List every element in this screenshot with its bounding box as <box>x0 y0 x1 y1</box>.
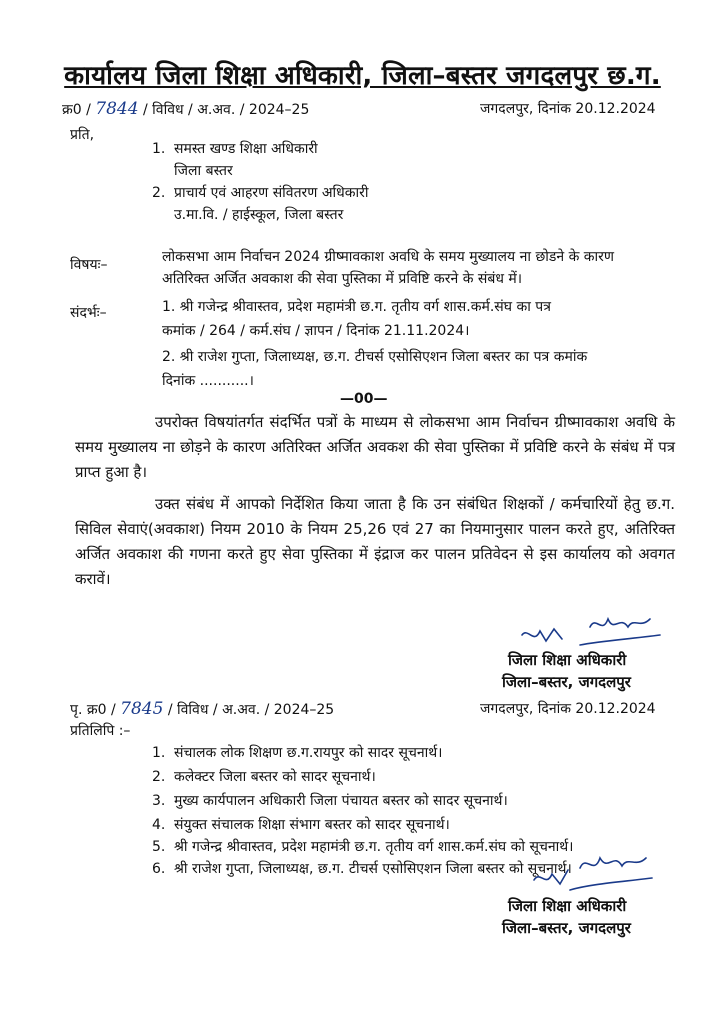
signature-1 <box>510 605 670 655</box>
signatory-title-2: जिला शिक्षा अधिकारी <box>508 897 627 915</box>
copy-item-4: 4. संयुक्त संचालक शिक्षा संभाग बस्तर को सादर सूचनार्थ। <box>152 817 450 833</box>
signatory-place-2: जिला–बस्तर, जगदलपुर <box>502 919 631 937</box>
recipient-1: 1. समस्त खण्ड शिक्षा अधिकारी <box>152 141 318 157</box>
reference-2-line-2: दिनांक ...........। <box>162 373 254 389</box>
reference-1-line-2: कमांक / 264 / कर्म.संघ / ज्ञापन / दिनांक 21.11.2024। <box>162 323 470 339</box>
copy-ref-number: 7845 <box>120 699 164 719</box>
signature-2 <box>520 840 660 896</box>
copy-label: प्रतिलिपि :– <box>70 723 131 739</box>
letter-ref-suffix: / विविध / अ.अव. / 2024–25 <box>143 102 310 118</box>
signatory-place-1: जिला–बस्तर, जगदलपुर <box>502 673 631 691</box>
recipient-2-line2: उ.मा.वि. / हाईस्कूल, जिला बस्तर <box>174 207 344 223</box>
recipient-2: 2. प्राचार्य एवं आहरण संवितरण अधिकारी <box>152 185 369 201</box>
copy-ref-suffix: / विविध / अ.अव. / 2024–25 <box>167 702 335 718</box>
reference-label: संदर्भः– <box>70 305 107 321</box>
separator: —00— <box>340 391 388 407</box>
letter-ref-number: 7844 <box>95 99 139 119</box>
letter-ref-line <box>62 100 309 119</box>
letter-place-date: जगदलपुर, दिनांक 20.12.2024 <box>480 101 656 117</box>
copy-ref-line <box>70 700 334 719</box>
copy-item-1: 1. संचालक लोक शिक्षण छ.ग.रायपुर को सादर सूचनार्थ। <box>152 745 443 761</box>
copy-ref-prefix: पृ. क्र0 / <box>70 702 116 718</box>
to-label: प्रति, <box>70 127 95 143</box>
body-paragraph-1: उपरोक्त विषयांतर्गत संदर्भित पत्रों के माध्यम से लोकसभा आम निर्वाचन ग्रीष्मावकाश अवधि के समय मुख्यालय ना छोड़ने के कारण अतिरिक्त अर्जित अवकश की सेवा पुस्तिका में प्रविष्टि करने के संबंध में पत्र प्राप्त हुआ है। <box>75 413 675 481</box>
reference-2-line-1: 2. श्री राजेश गुप्ता, जिलाध्यक्ष, छ.ग. टीचर्स एसोसिएशन जिला बस्तर का पत्र कमांक <box>162 349 588 365</box>
subject-line-1: लोकसभा आम निर्वाचन 2024 ग्रीष्मावकाश अवधि के समय मुख्यालय ना छोडने के कारण <box>162 249 615 265</box>
copy-item-5: 5. श्री गजेन्द्र श्रीवास्तव, प्रदेश महामंत्री छ.ग. तृतीय वर्ग शास.कर्म.संघ को सूचनार्थ। <box>152 839 574 855</box>
body-paragraph-2: उक्त संबंध में आपको निर्देशित किया जाता है कि उन संबंधित शिक्षकों / कर्मचारियों हेतु छ.ग. सिविल सेवाएं(अवकाश) नियम 2010 के नियम 25,26 एवं 27 का नियमानुसार पालन करते हुए, अतिरिक्त अर्जित अवकाश की गणना करते हुए सेवा पुस्तिका में इंद्राज कर पालन प्रतिवेदन से इस कार्यालय को अवगत करावें। <box>75 495 675 588</box>
reference-1-line-1: 1. श्री गजेन्द्र श्रीवास्तव, प्रदेश महामंत्री छ.ग. तृतीय वर्ग शास.कर्म.संघ का पत्र <box>162 299 551 315</box>
copy-place-date: जगदलपुर, दिनांक 20.12.2024 <box>480 701 656 717</box>
letter-ref-prefix: क्र0 / <box>62 102 91 118</box>
recipient-1-line2: जिला बस्तर <box>174 163 233 179</box>
copy-item-3: 3. मुख्य कार्यपालन अधिकारी जिला पंचायत बस्तर को सादर सूचनार्थ। <box>152 793 508 809</box>
copy-item-2: 2. कलेक्टर जिला बस्तर को सादर सूचनार्थ। <box>152 769 376 785</box>
subject-line-2: अतिरिक्त अर्जित अवकाश की सेवा पुस्तिका में प्रविष्टि करने के संबंध में। <box>162 271 523 287</box>
copy-item-6: 6. श्री राजेश गुप्ता, जिलाध्यक्ष, छ.ग. टीचर्स एसोसिएशन जिला बस्तर को सूचनार्थ। <box>152 861 572 877</box>
subject-label: विषयः– <box>70 257 108 273</box>
office-title: कार्यालय जिला शिक्षा अधिकारी, जिला–बस्तर जगदलपुर छ.ग. <box>64 61 661 91</box>
signatory-title-1: जिला शिक्षा अधिकारी <box>508 651 627 669</box>
